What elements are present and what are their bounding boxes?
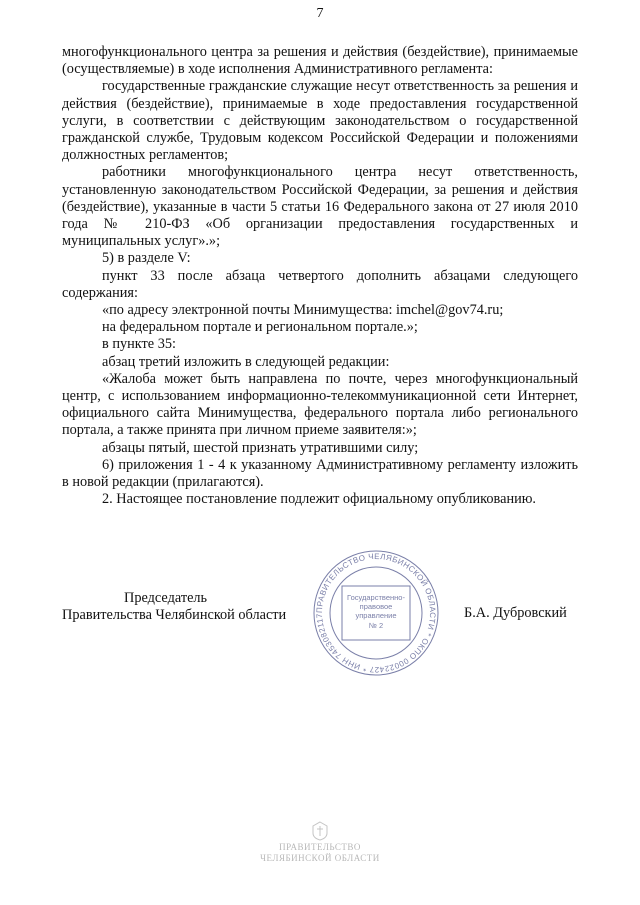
seal-outer-text: ПРАВИТЕЛЬСТВО ЧЕЛЯБИНСКОЙ ОБЛАСТИ * ОКПО 00022427 * ИНН 7453082117 — [314, 551, 438, 675]
paragraph: 6) приложения 1 - 4 к указанному Административному регламенту изложить в новой редакции (прилагаются). — [62, 456, 578, 491]
signatory-name: Б.А. Дубровский — [464, 605, 567, 621]
signatory-title — [62, 590, 287, 624]
paragraph: в пункте 35: — [102, 336, 176, 353]
coat-of-arms-icon — [309, 820, 331, 842]
paragraph: пункт 33 после абзаца четвертого дополнить абзацами следующего содержания: — [62, 267, 578, 301]
page-number: 7 — [316, 6, 324, 21]
watermark-line1: ПРАВИТЕЛЬСТВО — [279, 842, 361, 852]
paragraph: многофункционального центра за решения и действия (бездействие), принимаемые (осуществляемые) в ходе исполнения Административного регламента: — [62, 44, 578, 78]
paragraph: «Жалоба может быть направлена по почте, через многофункциональный центр, с использованием информационно-телекоммуникационной сети Интернет, официального сайта Минимущества, федерального портала либо регионального портала, а также принята при личном приеме заявителя:»; — [62, 370, 578, 439]
seal-stamp-icon — [300, 548, 452, 678]
document-body — [62, 44, 578, 508]
seal-inner-line4: № 2 — [368, 621, 384, 630]
paragraph: работники многофункционального центра несут ответственность, установленную законодательством Российской Федерации, за решения и действия (бездействие), указанные в части 5 статьи 16 Федерального закона от 27 июля 2010 года № 210-ФЗ «Об организации предоставления государственных и муниципальных услуг».»; — [62, 164, 578, 250]
watermark — [200, 820, 440, 880]
paragraph: 5) в разделе V: — [102, 250, 191, 267]
paragraph: 2. Настоящее постановление подлежит официальному опубликованию. — [102, 491, 537, 508]
paragraph: «по адресу электронной почты Минимущества: imchel@gov74.ru; — [102, 302, 504, 319]
paragraph: на федеральном портале и региональном портале.»; — [102, 319, 418, 336]
signatory-title-line2: Правительства Челябинской области — [62, 607, 287, 623]
watermark-line2: ЧЕЛЯБИНСКОЙ ОБЛАСТИ — [260, 853, 380, 863]
paragraph: абзац третий изложить в следующей редакции: — [102, 353, 390, 370]
signatory-title-line1: Председатель — [124, 590, 208, 606]
seal-inner-line1: Государственно- — [347, 593, 405, 602]
paragraph: государственные гражданские служащие несут ответственность за решения и действия (бездействие), принимаемые в ходе предоставления государственной услуги, в соответствии с действующим законодательством о государственной гражданской службе, Трудовым кодексом Российской Федерации и положениями должностных регламентов; — [62, 78, 578, 164]
seal-inner-line3: управление — [355, 611, 397, 620]
seal-inner-line2: правовое — [359, 602, 393, 611]
official-seal — [300, 548, 452, 678]
paragraph: абзацы пятый, шестой признать утратившими силу; — [102, 439, 419, 456]
